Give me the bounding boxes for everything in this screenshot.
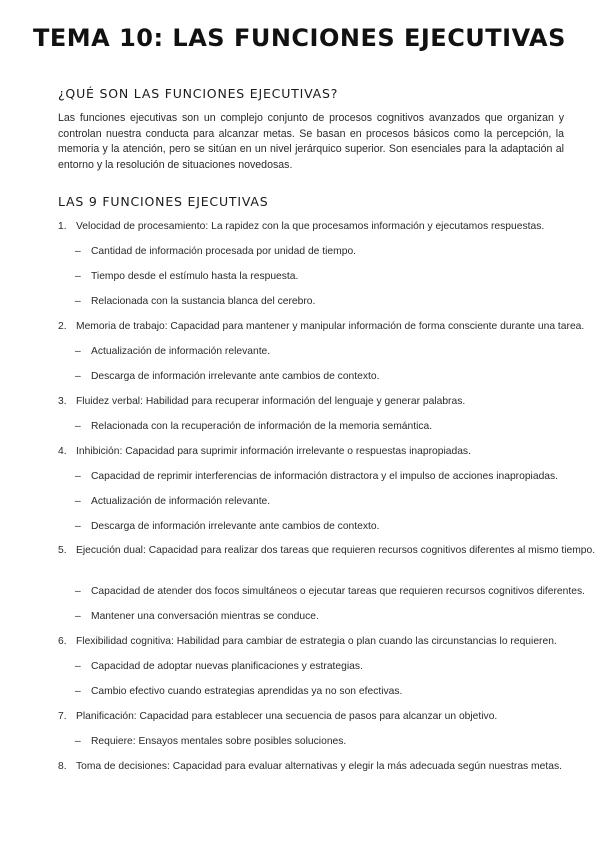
item-number: 1. (58, 221, 67, 232)
item-number: 2. (58, 321, 67, 332)
sub-item-text: Descarga de información irrelevante ante cambios de contexto. (91, 521, 380, 532)
functions-list (58, 218, 596, 783)
list-item (58, 318, 585, 343)
sub-item-text: Cantidad de información procesada por unidad de tiempo. (91, 246, 357, 257)
list-item (58, 218, 568, 243)
page-title: TEMA 10: LAS FUNCIONES EJECUTIVAS (33, 24, 566, 52)
item-number: 5. (58, 545, 67, 556)
sub-item-text: Capacidad de reprimir interferencias de información distractora y el impulso de acciones inapropiadas. (91, 471, 559, 482)
list-item (58, 708, 568, 733)
dash-bullet-icon: – (75, 736, 81, 747)
dash-bullet-icon: – (75, 471, 81, 482)
sub-item-text: Capacidad de adoptar nuevas planificaciones y estrategias. (91, 661, 363, 672)
sub-item (58, 243, 568, 268)
dash-bullet-icon: – (75, 421, 81, 432)
dash-bullet-icon: – (75, 296, 81, 307)
sub-item-text: Cambio efectivo cuando estrategias aprendidas ya no son efectivas. (91, 686, 403, 697)
section-heading-what: ¿QUÉ SON LAS FUNCIONES EJECUTIVAS? (58, 86, 339, 101)
dash-bullet-icon: – (75, 521, 81, 532)
sub-item (58, 493, 568, 518)
dash-bullet-icon: – (75, 371, 81, 382)
sub-item (58, 583, 585, 608)
item-number: 3. (58, 396, 67, 407)
sub-item-text: Actualización de información relevante. (91, 496, 271, 507)
sub-item (58, 468, 568, 493)
item-text: Flexibilidad cognitiva: Habilidad para cambiar de estrategia o plan cuando las circunstancias lo requieren. (76, 636, 557, 647)
sub-item-text: Mantener una conversación mientras se conduce. (91, 611, 319, 622)
dash-bullet-icon: – (75, 661, 81, 672)
sub-item (58, 683, 568, 708)
item-text: Planificación: Capacidad para establecer una secuencia de pasos para alcanzar un objetivo. (76, 711, 498, 722)
dash-bullet-icon: – (75, 346, 81, 357)
item-number: 6. (58, 636, 67, 647)
list-item (58, 633, 568, 658)
sub-item (58, 368, 568, 393)
dash-bullet-icon: – (75, 246, 81, 257)
sub-item (58, 608, 568, 633)
item-text: Memoria de trabajo: Capacidad para mantener y manipular información de forma consciente durante una tarea. (76, 321, 585, 332)
dash-bullet-icon: – (75, 611, 81, 622)
section-heading-nine-functions: LAS 9 FUNCIONES EJECUTIVAS (58, 194, 269, 209)
dash-bullet-icon: – (75, 686, 81, 697)
sub-item-text: Actualización de información relevante. (91, 346, 271, 357)
dash-bullet-icon: – (75, 586, 81, 597)
sub-item-text: Relacionada con la recuperación de información de la memoria semántica. (91, 421, 433, 432)
list-item (58, 758, 568, 783)
item-number: 4. (58, 446, 67, 457)
list-item (0, 543, 600, 583)
list-item (58, 443, 568, 468)
sub-item (58, 293, 568, 318)
list-item (58, 393, 568, 418)
sub-item (58, 343, 568, 368)
sub-item-text: Tiempo desde el estímulo hasta la respuesta. (91, 271, 299, 282)
sub-item-text: Requiere: Ensayos mentales sobre posibles soluciones. (91, 736, 347, 747)
dash-bullet-icon: – (75, 496, 81, 507)
item-text: Velocidad de procesamiento: La rapidez con la que procesamos información y ejecutamos respuestas. (76, 221, 545, 232)
sub-item (58, 518, 568, 543)
item-text: Fluidez verbal: Habilidad para recuperar información del lenguaje y generar palabras. (76, 396, 466, 407)
item-text: Ejecución dual: Capacidad para realizar dos tareas que requieren recursos cognitivos diferentes al mismo tiempo. (76, 545, 596, 556)
item-text: Toma de decisiones: Capacidad para evaluar alternativas y elegir la más adecuada según nuestras metas. (76, 761, 562, 772)
sub-item (58, 733, 568, 758)
sub-item (58, 418, 568, 443)
sub-item (58, 268, 568, 293)
intro-paragraph: Las funciones ejecutivas son un complejo conjunto de procesos cognitivos avanzados que organizan y controlan nuestra conducta para alcanzar metas. Se basan en procesos básicos como la percepción, la memoria y la atención, pero se sitúan en un nivel jerárquico superior. Son esenciales para la adaptación al entorno y la resolución de situaciones novedosas. (58, 112, 564, 171)
sub-item-text: Descarga de información irrelevante ante cambios de contexto. (91, 371, 380, 382)
dash-bullet-icon: – (75, 271, 81, 282)
item-text: Inhibición: Capacidad para suprimir información irrelevante o respuestas inapropiadas. (76, 446, 471, 457)
item-number: 7. (58, 711, 67, 722)
sub-item-text: Capacidad de atender dos focos simultáneos o ejecutar tareas que requieren recursos cognitivos diferentes. (91, 586, 585, 597)
item-number: 8. (58, 761, 67, 772)
sub-item-text: Relacionada con la sustancia blanca del cerebro. (91, 296, 316, 307)
sub-item (58, 658, 568, 683)
